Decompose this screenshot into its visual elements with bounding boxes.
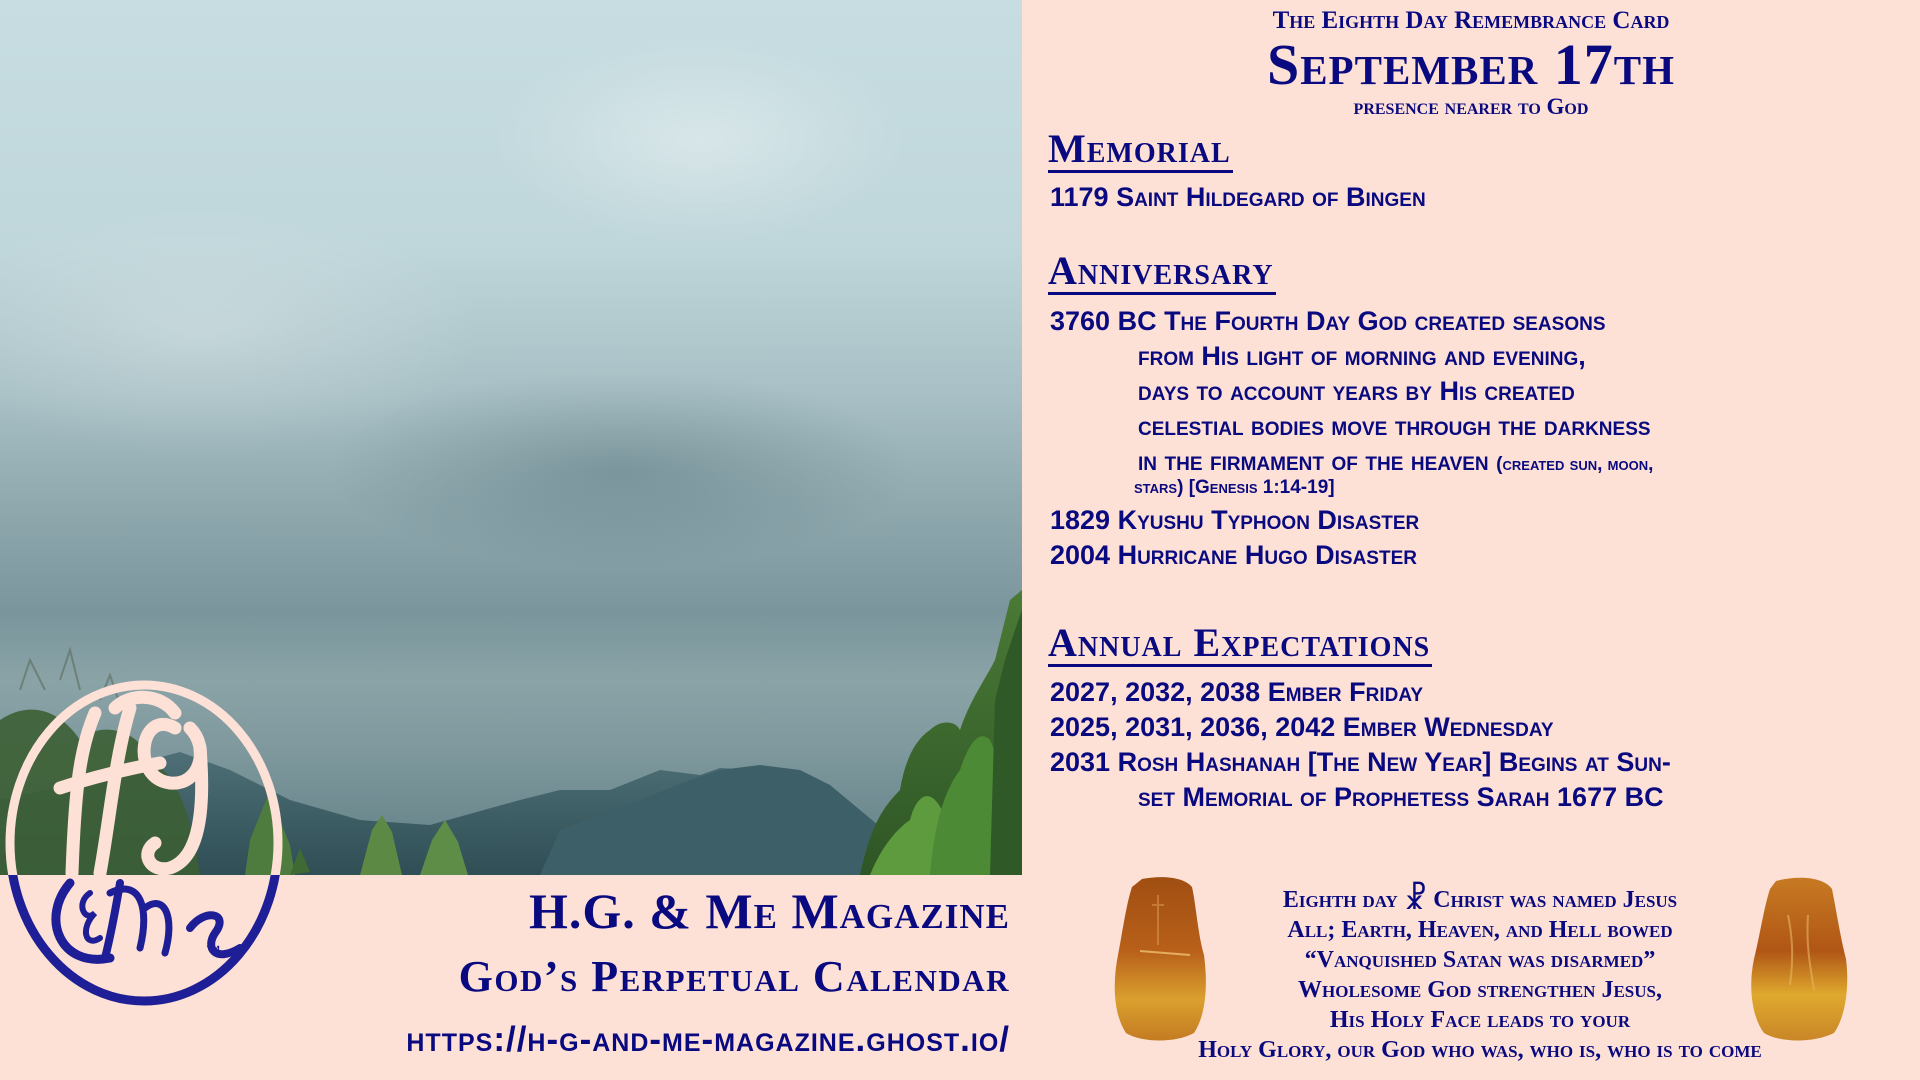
magazine-url-link[interactable]: https://h-g-and-me-magazine.ghost.io/	[406, 1020, 1010, 1059]
expectation-entry: 2031 Rosh Hashanah [The New Year] Begins at Sun-	[1050, 747, 1671, 777]
anniversary-entry: 1829 Kyushu Typhoon Disaster	[1050, 505, 1420, 535]
card-tagline: presence nearer to God	[1353, 94, 1589, 119]
prayer-line-end: Christ was named Jesus	[1433, 887, 1678, 913]
prayer-line: All; Earth, Heaven, and Hell bowed	[1287, 917, 1673, 943]
trademark-symbol: ™	[206, 943, 221, 960]
anniversary-entry: 2004 Hurricane Hugo Disaster	[1050, 540, 1417, 570]
prayer-line: Wholesome God strengthen Jesus,	[1298, 977, 1662, 1003]
anniversary-entry-line: from His light of morning and evening,	[1138, 341, 1586, 371]
prayer-line	[1100, 882, 1860, 917]
annual-expectations-heading: Annual Expectations	[1048, 620, 1431, 665]
prayer-line: His Holy Face leads to your	[1329, 1007, 1631, 1033]
hg-and-me-logo	[0, 668, 300, 1018]
anniversary-entry-text: in the firmament of the heaven	[1138, 446, 1489, 476]
card-header	[1022, 6, 1920, 120]
memorial-heading: Memorial	[1048, 126, 1231, 171]
card-date: September 17th	[1266, 32, 1676, 97]
prayer-line: Holy Glory, our God who was, who is, who is to come	[1198, 1037, 1762, 1063]
magazine-title: H.G. & Me Magazine	[528, 883, 1010, 939]
anniversary-entry-line: 3760 BC The Fourth Day God created seasons	[1050, 306, 1606, 336]
anniversary-entry-line: celestial bodies move through the darkness	[1138, 411, 1651, 441]
anniversary-entry-line: days to account years by His created	[1138, 376, 1575, 406]
prayer-line: “Vanquished Satan was disarmed”	[1304, 947, 1656, 973]
prayer-line-start: Eighth day	[1282, 887, 1398, 913]
anniversary-citation: stars) [Genesis 1:14-19]	[1134, 477, 1335, 498]
logo-emblem-icon	[0, 668, 300, 1018]
anniversary-heading: Anniversary	[1048, 248, 1274, 293]
expectation-entry: 2025, 2031, 2036, 2042 Ember Wednesday	[1050, 712, 1554, 742]
expectation-entry-continued: set Memorial of Prophetess Sarah 1677 BC	[1138, 782, 1664, 812]
chi-rho-icon: ☧	[1403, 882, 1428, 917]
memorial-entry: 1179 Saint Hildegard of Bingen	[1050, 182, 1426, 212]
eighth-day-prayer	[1100, 882, 1860, 1065]
calendar-subtitle: God’s Perpetual Calendar	[458, 952, 1010, 1001]
expectation-entry: 2027, 2032, 2038 Ember Friday	[1050, 677, 1424, 707]
anniversary-note: (created sun, moon,	[1496, 454, 1654, 475]
card-kicker: The Eighth Day Remembrance Card	[1272, 7, 1670, 34]
